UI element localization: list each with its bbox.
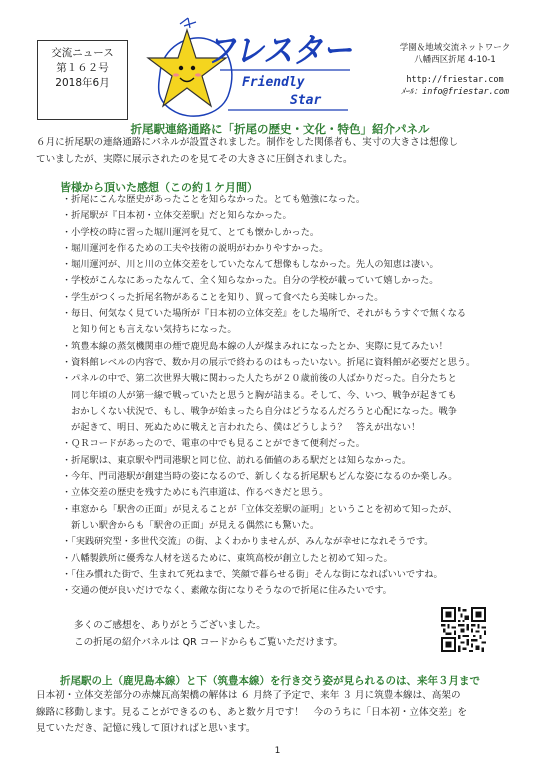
list-item-line: 同じ年頃の人が第一線で戦っていたと思うと胸が詰まる。そして、今、いつ、戦争が起きても <box>62 389 457 401</box>
list-item <box>62 583 532 599</box>
section2-line: 見ていただき、記憶に残して頂ければと思います。 <box>36 723 256 734</box>
organization-name: 学園＆地域交流ネットワーク <box>399 43 511 53</box>
article-title: 折尾駅連絡通路に「折尾の歴史・文化・特色」紹介パネル <box>130 122 430 136</box>
list-item <box>62 306 532 339</box>
list-item <box>62 355 532 371</box>
list-item-line: ・折尾駅は、東京駅や門司港駅と同じ位、訪れる価値のある駅だとは知らなかった。 <box>62 454 412 466</box>
organization-address: 八幡西区折尾 4-10-1 <box>414 55 496 65</box>
list-item-line: と知り何とも言えない気持ちになった。 <box>62 324 237 336</box>
section2-title: 折尾駅の上（鹿児島本線）と下（筑豊本線）を行き交う姿が見られるのは、来年３月まで <box>60 675 480 687</box>
list-item-line: ・パネルの中で、第二次世界大戦に関わった人たちが２０歳前後の人ばかりだった。自分たちと <box>62 373 457 385</box>
logo-subtitle-star: Star <box>290 93 322 108</box>
logo-subtitle-friendly: Friendly <box>242 75 305 90</box>
list-item-line: ・学生がつくった折尾名物があることを知り、買って食べたら美味しかった。 <box>62 291 384 303</box>
impressions-title: 皆様から頂いた感想（この約１ケ月間） <box>60 181 258 194</box>
intro-line: ていましたが、実際に展示されたのを見てその大きさに圧倒されました。 <box>36 153 353 165</box>
list-item <box>62 436 532 452</box>
issue-number: 第１６２号 <box>56 62 109 74</box>
list-item <box>62 290 532 306</box>
list-item-line: ・今年、門司港駅が創建当時の姿になるので、新しくなる折尾駅もどんな姿になるのか楽しみ。 <box>62 471 458 483</box>
list-item <box>62 371 532 436</box>
list-item <box>62 192 532 208</box>
list-item-line: ・「実践研究型・多世代交流」の街、よくわかりませんが、みんなが幸せになれそうです。 <box>62 536 434 548</box>
closing-line: この折尾の紹介パネルは QR コードからもご覧いただけます。 <box>74 636 343 648</box>
list-item <box>62 551 532 567</box>
list-item-line: ・車窓から「駅舎の正面」が見えることが「立体交差駅の証明」ということを初めて知ったが、 <box>62 503 458 515</box>
newsletter-logo <box>140 18 355 130</box>
website-link[interactable]: http://friestar.com <box>406 75 504 85</box>
list-item-line: おかしくない状況で、もし、戦争が始まったら自分はどうなるんだろうと心配になった。戦争 <box>62 405 457 417</box>
list-item-line: ・「住み慣れた街で、生まれて死ねまで、笑顔で暮らせる街」そんな街になればいいですね。 <box>62 568 443 580</box>
list-item-line: ・堀川運河が、川と川の立体交差をしていたなんて想像もしなかった。先人の知恵は凄い。 <box>62 259 439 271</box>
email-address[interactable]: ﾒｰﾙ：info@friestar.com <box>400 87 510 97</box>
list-item-line: ・ＱＲコードがあったので、電車の中でも見ることができて便利だった。 <box>62 438 365 450</box>
list-item <box>62 257 532 273</box>
list-item <box>62 339 532 355</box>
section2-line: 日本初・立体交差部分の赤煉瓦高架橋の解体は ６ 月終了予定で、来年 ３ 月に筑豊本線は、高架の <box>36 690 461 701</box>
list-item-line: ・学校がこんなにあったなんて、全く知らなかった。自分の学校が載っていて嬉しかった。 <box>62 275 439 287</box>
list-item-line: ・筑豊本線の蒸気機関車の煙で鹿児島本線の人が煤まみれになったとか、実際に見てみたい！ <box>62 340 448 352</box>
list-item <box>62 273 532 289</box>
list-item-line: ・八幡製鉄所に優秀な人材を送るために、東筑高校が創立したと初めて知った。 <box>62 552 393 564</box>
list-item <box>62 225 532 241</box>
list-item <box>62 485 532 501</box>
qr-code-icon[interactable] <box>441 607 486 652</box>
list-item-line: ・毎日、何気なく見ていた場所が『日本初の立体交差』をした場所で、それがもうすぐで無くなる <box>62 308 467 320</box>
page-number: 1 <box>274 746 281 756</box>
list-item <box>62 502 532 535</box>
list-item <box>62 469 532 485</box>
list-item-line: ・堀川運河を作るための工夫や技術の説明がわかりやすかった。 <box>62 242 329 254</box>
list-item-line: ・資料館レベルの内容で、数か月の展示で終わるのはもったいない。折尾に資料館が必要だと思う。 <box>62 356 476 368</box>
article-intro <box>36 135 528 168</box>
list-item-line: ・小学校の時に習った堀川運河を見て、とても懐かしかった。 <box>62 226 320 238</box>
list-item-line: ・折尾駅が『日本初・立体交差駅』だと知らなかった。 <box>62 210 292 222</box>
list-item <box>62 534 532 550</box>
section2-body <box>36 688 528 738</box>
list-item-line: ・立体交差の歴史を残すためにも汽車道は、作るべきだと思う。 <box>62 487 329 499</box>
list-item <box>62 453 532 469</box>
issue-info-box <box>37 40 128 120</box>
logo-title: フレスター <box>206 31 353 71</box>
intro-line: ６月に折尾駅の連絡通路にパネルが設置されました。制作をした関係者も、実寸の大きさは想像し <box>36 137 459 148</box>
issue-date: 2018年6月 <box>55 77 110 89</box>
closing-line: 多くのご感想を、ありがとうございました。 <box>74 620 266 631</box>
list-item-line: が起きて、明日、死ぬために戦えと言われたら、僕はどうしよう？ 答えが出ない！ <box>62 422 421 434</box>
list-item-line: ・折尾にこんな歴史があったことを知らなかった。とても勉強になった。 <box>62 194 366 205</box>
list-item-line: ・交通の便が良いだけでなく、素敵な街になりそうなので折尾に住みたいです。 <box>62 585 392 597</box>
list-item-line: 新しい駅舎からも「駅舎の正面」が見える偶然にも驚いた。 <box>62 519 320 531</box>
contact-info <box>375 42 535 98</box>
list-item <box>62 567 532 583</box>
list-item <box>62 241 532 257</box>
list-item <box>62 208 532 224</box>
impressions-list <box>62 192 532 599</box>
closing-message <box>74 618 404 651</box>
section2-line: 線路に移動します。見ることができるのも、あと数ケ月です！ 今のうちに「日本初・立体交差」を <box>36 706 467 718</box>
newsletter-name: 交流ニュース <box>51 47 114 59</box>
